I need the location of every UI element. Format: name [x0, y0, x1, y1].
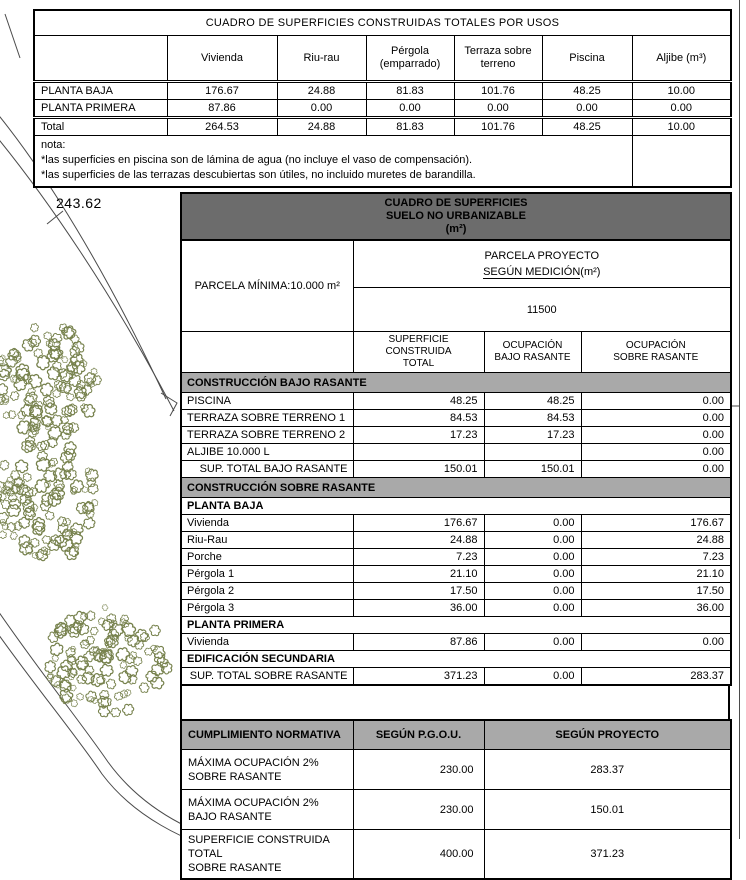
col-header-piscina: Piscina	[542, 36, 632, 82]
suelo-table	[180, 192, 732, 686]
col-header-pgou: SEGÚN P.G.O.U.	[353, 720, 484, 750]
value-cell: 0.00	[484, 583, 581, 600]
value-cell: 0.00	[581, 444, 731, 461]
row-label: Pérgola 1	[181, 566, 353, 583]
value-cell: 10.00	[632, 82, 731, 100]
parcela-value-cell: 11500	[353, 288, 731, 332]
value-cell: 0.00	[366, 100, 454, 118]
subsection-planta-primera: PLANTA PRIMERA	[181, 617, 731, 634]
row-label: Vivienda	[181, 634, 353, 651]
value-cell: 24.88	[353, 532, 484, 549]
row-aljibe	[181, 444, 731, 461]
row-label: TERRAZA SOBRE TERRENO 1	[181, 410, 353, 427]
nota-text	[34, 136, 632, 188]
value-cell: 17.23	[484, 427, 581, 444]
value-cell: 84.53	[484, 410, 581, 427]
value-cell: 283.37	[581, 668, 731, 686]
row-pergola-2	[181, 583, 731, 600]
value-cell: 24.88	[581, 532, 731, 549]
value-cell: 17.23	[353, 427, 484, 444]
section-bajo-rasante: CONSTRUCCIÓN BAJO RASANTE	[181, 373, 731, 393]
row-label: PISCINA	[181, 393, 353, 410]
value-cell: 21.10	[581, 566, 731, 583]
value-cell: 48.25	[542, 82, 632, 100]
row-vivienda-pb	[181, 515, 731, 532]
row-terraza-2	[181, 427, 731, 444]
col-header-ocupacion-sobre: OCUPACIÓN SOBRE RASANTE	[581, 332, 731, 373]
row-label: MÁXIMA OCUPACIÓN 2% SOBRE RASANTE	[181, 750, 353, 790]
nota-line-2: *las superficies de las terrazas descubiertas son útiles, no incluido muretes de barandilla.	[41, 169, 476, 181]
value-cell: 48.25	[484, 393, 581, 410]
nota-empty-cell	[632, 136, 731, 188]
usos-title-row	[34, 10, 731, 36]
value-cell: 17.50	[353, 583, 484, 600]
value-cell: 7.23	[353, 549, 484, 566]
col-header-proyecto: SEGÚN PROYECTO	[484, 720, 731, 750]
row-max-ocupacion-bajo	[181, 790, 731, 830]
value-cell: 0.00	[484, 549, 581, 566]
value-cell: 36.00	[581, 600, 731, 617]
usos-header-row	[34, 36, 731, 82]
value-cell: 24.88	[277, 82, 366, 100]
col-header-terraza: Terraza sobre terreno	[454, 36, 542, 82]
col-header-superficie-total: SUPERFICIE CONSTRUIDA TOTAL	[353, 332, 484, 373]
parcela-proyecto-cell: PARCELA PROYECTO SEGÚN MEDICIÓN(m²)	[353, 240, 731, 288]
col-header-riu-rau: Riu-rau	[277, 36, 366, 82]
parcela-minima-cell: PARCELA MÍNIMA:10.000 m²	[181, 240, 353, 332]
value-cell: 0.00	[581, 410, 731, 427]
value-cell: 264.53	[167, 118, 277, 136]
nota-line-1: *las superficies en piscina son de lámina de agua (no incluye el vaso de compensación).	[41, 154, 473, 166]
suelo-header-row	[181, 332, 731, 373]
value-cell: 400.00	[353, 830, 484, 880]
value-cell: 81.83	[366, 118, 454, 136]
col-header-pergola: Pérgola (emparrado)	[366, 36, 454, 82]
row-riu-rau	[181, 532, 731, 549]
row-label: PLANTA BAJA	[34, 82, 167, 100]
suelo-table-title: CUADRO DE SUPERFICIES SUELO NO URBANIZABLE (m²)	[181, 193, 731, 240]
row-porche	[181, 549, 731, 566]
road-end-cap	[161, 393, 177, 416]
value-cell: 0.00	[581, 393, 731, 410]
table-gap	[180, 686, 730, 719]
value-cell: 101.76	[454, 118, 542, 136]
suelo-title-row	[181, 193, 731, 240]
value-cell: 371.23	[484, 830, 731, 880]
value-cell: 0.00	[484, 515, 581, 532]
subsection-planta-baja: PLANTA BAJA	[181, 498, 731, 515]
value-cell: 0.00	[581, 427, 731, 444]
value-cell: 0.00	[581, 461, 731, 478]
row-label: PLANTA PRIMERA	[34, 100, 167, 118]
row-pergola-1	[181, 566, 731, 583]
usos-table	[33, 9, 732, 188]
nota-row	[34, 136, 731, 188]
value-cell: 0.00	[454, 100, 542, 118]
col-header-vivienda: Vivienda	[167, 36, 277, 82]
value-cell: 48.25	[353, 393, 484, 410]
row-total-bajo-rasante	[181, 461, 731, 478]
value-cell: 87.86	[167, 100, 277, 118]
value-cell: 0.00	[484, 668, 581, 686]
value-cell: 0.00	[484, 532, 581, 549]
row-label: SUPERFICIE CONSTRUIDA TOTAL SOBRE RASANTE	[181, 830, 353, 880]
value-cell: 0.00	[632, 100, 731, 118]
col-header-cumplimiento: CUMPLIMIENTO NORMATIVA	[181, 720, 353, 750]
row-label: TERRAZA SOBRE TERRENO 2	[181, 427, 353, 444]
value-cell: 150.01	[484, 461, 581, 478]
value-cell: 0.00	[581, 634, 731, 651]
row-label: Riu-Rau	[181, 532, 353, 549]
subsection-edificacion-secundaria: EDIFICACIÓN SECUNDARIA	[181, 651, 731, 668]
value-cell: 7.23	[581, 549, 731, 566]
value-cell: 0.00	[542, 100, 632, 118]
value-cell: 101.76	[454, 82, 542, 100]
row-label: Pérgola 2	[181, 583, 353, 600]
parcela-row	[181, 240, 731, 288]
value-cell: 0.00	[277, 100, 366, 118]
value-cell: 17.50	[581, 583, 731, 600]
row-total	[34, 118, 731, 136]
value-cell	[484, 444, 581, 461]
col-header-aljibe: Aljibe (m³)	[632, 36, 731, 82]
usos-table-title: CUADRO DE SUPERFICIES CONSTRUIDAS TOTALES POR USOS	[34, 10, 731, 36]
row-vivienda-pp	[181, 634, 731, 651]
value-cell: 81.83	[366, 82, 454, 100]
row-label: SUP. TOTAL BAJO RASANTE	[181, 461, 353, 478]
value-cell: 84.53	[353, 410, 484, 427]
value-cell: 371.23	[353, 668, 484, 686]
value-cell: 10.00	[632, 118, 731, 136]
row-label: SUP. TOTAL SOBRE RASANTE	[181, 668, 353, 686]
value-cell: 87.86	[353, 634, 484, 651]
col-header-ocupacion-bajo: OCUPACIÓN BAJO RASANTE	[484, 332, 581, 373]
row-label: Pérgola 3	[181, 600, 353, 617]
value-cell: 48.25	[542, 118, 632, 136]
dimension-label: 243.62	[56, 195, 102, 211]
row-max-ocupacion-sobre	[181, 750, 731, 790]
row-label: Porche	[181, 549, 353, 566]
cumplimiento-header-row	[181, 720, 731, 750]
value-cell: 21.10	[353, 566, 484, 583]
row-terraza-1	[181, 410, 731, 427]
cumplimiento-table	[180, 719, 732, 880]
value-cell: 0.00	[484, 634, 581, 651]
value-cell: 230.00	[353, 750, 484, 790]
row-pergola-3	[181, 600, 731, 617]
row-total-sobre-rasante	[181, 668, 731, 686]
value-cell: 176.67	[353, 515, 484, 532]
row-planta-primera	[34, 100, 731, 118]
value-cell: 36.00	[353, 600, 484, 617]
value-cell: 230.00	[353, 790, 484, 830]
value-cell: 24.88	[277, 118, 366, 136]
value-cell: 0.00	[484, 566, 581, 583]
tree-clusters	[0, 322, 174, 718]
value-cell: 283.37	[484, 750, 731, 790]
usos-header-empty	[34, 36, 167, 82]
suelo-header-empty	[181, 332, 353, 373]
value-cell: 0.00	[484, 600, 581, 617]
right-tables-column	[180, 192, 730, 880]
value-cell: 150.01	[484, 790, 731, 830]
value-cell: 150.01	[353, 461, 484, 478]
row-label: Total	[34, 118, 167, 136]
row-label: Vivienda	[181, 515, 353, 532]
row-superficie-total-sobre	[181, 830, 731, 880]
value-cell	[353, 444, 484, 461]
row-label: ALJIBE 10.000 L	[181, 444, 353, 461]
corner-boundary-line	[5, 14, 20, 58]
row-planta-baja	[34, 82, 731, 100]
value-cell: 176.67	[581, 515, 731, 532]
nota-label: nota:	[41, 139, 66, 151]
value-cell: 176.67	[167, 82, 277, 100]
row-label: MÁXIMA OCUPACIÓN 2% BAJO RASANTE	[181, 790, 353, 830]
section-sobre-rasante: CONSTRUCCIÓN SOBRE RASANTE	[181, 478, 731, 498]
row-piscina	[181, 393, 731, 410]
